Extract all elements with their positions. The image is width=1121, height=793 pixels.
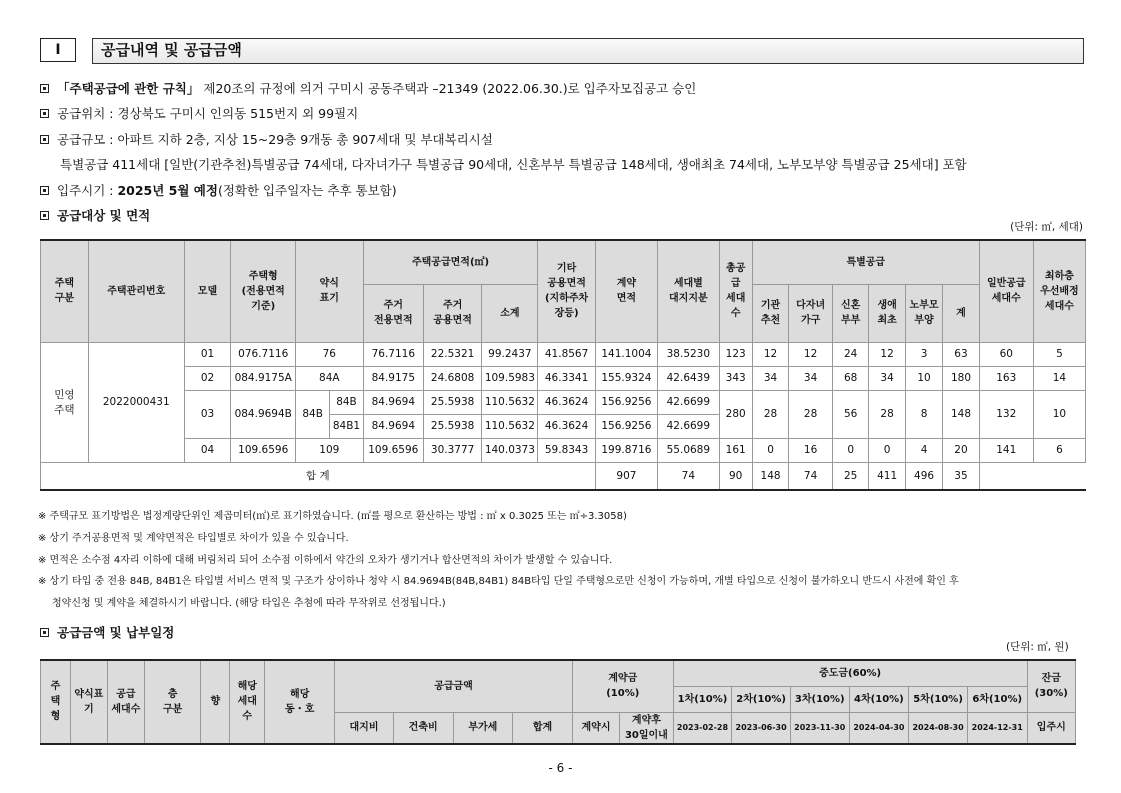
cell: 161 xyxy=(719,438,752,462)
th-mid-5: 5차(10%) xyxy=(909,686,968,712)
cell: 90 xyxy=(719,462,752,490)
th-floor: 층 구분 xyxy=(144,660,201,744)
th-sum: 합계 xyxy=(513,712,573,744)
cell: 12 xyxy=(869,342,905,366)
cell: 10 xyxy=(905,366,942,390)
cell: 30.3777 xyxy=(423,438,481,462)
th-direction: 향 xyxy=(201,660,230,744)
bullet-square-icon xyxy=(40,628,49,637)
cell: 0 xyxy=(869,438,905,462)
cell: 148 xyxy=(943,390,979,438)
cell: 109 xyxy=(295,438,363,462)
cell: 141.1004 xyxy=(595,342,657,366)
cell: 04 xyxy=(184,438,231,462)
price-heading: 공급금액 및 납부일정 xyxy=(40,623,174,641)
cell: 110.5632 xyxy=(482,414,538,438)
cell: 46.3341 xyxy=(538,366,595,390)
cell: 8 xyxy=(905,390,942,438)
th-other-area: 기타 공용면적 (지하주차 장등) xyxy=(538,240,595,342)
cell: 496 xyxy=(905,462,942,490)
bullet-scale: 공급규모 : 아파트 지하 2층, 지상 15~29층 9개동 총 907세대 및 부대복리시설 xyxy=(40,130,493,148)
cell: 84.9175 xyxy=(363,366,423,390)
cell: 84B xyxy=(295,390,329,438)
th-house: 주 택 형 xyxy=(41,660,71,744)
section-title: 공급내역 및 공급금액 xyxy=(92,38,1084,64)
cell: 76 xyxy=(295,342,363,366)
section-number: I xyxy=(40,38,76,62)
th-date-4: 2024-04-30 xyxy=(849,712,909,744)
cell: 343 xyxy=(719,366,752,390)
mgmt-no-cell: 2022000431 xyxy=(88,342,184,462)
note-1: ※ 주택규모 표기방법은 법정계량단위인 제곱미터(㎡)로 표기하였습니다. (㎡를 평으로 환산하는 방법 : ㎡ x 0.3025 또는 ㎡÷3.3058) xyxy=(38,511,627,522)
th-balance: 잔금 (30%) xyxy=(1027,660,1075,712)
bullet-square-icon xyxy=(40,211,49,220)
th-price: 공급금액 xyxy=(335,660,573,712)
cell: 280 xyxy=(719,390,752,438)
cell: 35 xyxy=(943,462,979,490)
cell: 163 xyxy=(979,366,1033,390)
cell: 56 xyxy=(832,390,868,438)
th-bal-at: 입주시 xyxy=(1027,712,1075,744)
cell: 22.5321 xyxy=(423,342,481,366)
th-contract-area: 계약 면적 xyxy=(595,240,657,342)
cell: 10 xyxy=(1033,390,1085,438)
bullet-rule: 「주택공급에 관한 규칙」 제20조의 규정에 의거 구미시 공동주택과 –21349 (2022.06.30.)로 입주자모집공고 승인 xyxy=(40,79,696,97)
th-date-6: 2024-12-31 xyxy=(967,712,1027,744)
cell: 28 xyxy=(869,390,905,438)
th-mgmt-no: 주택관리번호 xyxy=(88,240,184,342)
cell: 25.5938 xyxy=(423,390,481,414)
cell: 28 xyxy=(789,390,833,438)
table-row xyxy=(41,366,1086,390)
cell: 74 xyxy=(658,462,719,490)
cell: 148 xyxy=(752,462,788,490)
cell: 12 xyxy=(752,342,788,366)
th-abbr2: 약식표 기 xyxy=(70,660,107,744)
th-build-cost: 건축비 xyxy=(393,712,453,744)
cell: 24.6808 xyxy=(423,366,481,390)
th-special: 특별공급 xyxy=(752,240,979,284)
cell: 16 xyxy=(789,438,833,462)
th-count: 해당 세대 수 xyxy=(230,660,265,744)
th-mid-6: 6차(10%) xyxy=(967,686,1027,712)
cell: 14 xyxy=(1033,366,1085,390)
cell: 68 xyxy=(832,366,868,390)
cell: 74 xyxy=(789,462,833,490)
cell: 42.6699 xyxy=(658,390,719,414)
th-sp-sum: 계 xyxy=(943,284,979,342)
cell: 156.9256 xyxy=(595,414,657,438)
th-housing-type: 주택형 (전용면적 기준) xyxy=(231,240,296,342)
cell: 110.5632 xyxy=(482,390,538,414)
cell: 5 xyxy=(1033,342,1085,366)
th-date-1: 2023-02-28 xyxy=(673,712,732,744)
th-dep-at: 계약시 xyxy=(572,712,619,744)
cell: 20 xyxy=(943,438,979,462)
cell: 99.2437 xyxy=(482,342,538,366)
th-general: 일반공급 세대수 xyxy=(979,240,1033,342)
th-abbr: 약식 표기 xyxy=(295,240,363,342)
unit-label-2: (단위: ㎡, 원) xyxy=(1006,641,1069,653)
cell: 03 xyxy=(184,390,231,438)
cell: 42.6439 xyxy=(658,366,719,390)
cell: 84A xyxy=(295,366,363,390)
th-land-cost: 대지비 xyxy=(335,712,394,744)
th-deposit: 계약금 (10%) xyxy=(572,660,673,712)
th-mid-2: 2차(10%) xyxy=(732,686,791,712)
th-date-5: 2024-08-30 xyxy=(909,712,968,744)
cell: 46.3624 xyxy=(538,414,595,438)
cell: 34 xyxy=(752,366,788,390)
th-land-share: 세대별 대지지분 xyxy=(658,240,719,342)
table-row xyxy=(41,438,1086,462)
cell: 140.0373 xyxy=(482,438,538,462)
cell: 156.9256 xyxy=(595,390,657,414)
bullet-square-icon xyxy=(40,109,49,118)
cell: 42.6699 xyxy=(658,414,719,438)
cell: 01 xyxy=(184,342,231,366)
cell: 84B xyxy=(330,390,363,414)
bullet-square-icon xyxy=(40,84,49,93)
cell: 25.5938 xyxy=(423,414,481,438)
cell: 132 xyxy=(979,390,1033,438)
bullet-square-icon xyxy=(40,135,49,144)
th-sp-first: 생애 최초 xyxy=(869,284,905,342)
cell: 4 xyxy=(905,438,942,462)
th-mid-3: 3차(10%) xyxy=(790,686,849,712)
table-row xyxy=(41,390,1086,414)
cell: 59.8343 xyxy=(538,438,595,462)
sum-label: 합 계 xyxy=(41,462,596,490)
th-subtotal: 소계 xyxy=(482,284,538,342)
cell: 02 xyxy=(184,366,231,390)
th-mid: 중도금(60%) xyxy=(673,660,1027,686)
bullet-location: 공급위치 : 경상북도 구미시 인의동 515번지 외 99필지 xyxy=(40,104,358,122)
cell: 199.8716 xyxy=(595,438,657,462)
cell: 076.7116 xyxy=(231,342,296,366)
th-sp-multi: 다자녀 가구 xyxy=(789,284,833,342)
th-supply-area: 주택공급면적(㎡) xyxy=(363,240,538,284)
cell: 0 xyxy=(752,438,788,462)
page-number: - 6 - xyxy=(548,761,573,775)
scale-detail: 특별공급 411세대 [일반(기관추천)특별공급 74세대, 다자녀가구 특별공급 90세대, 신혼부부 특별공급 148세대, 생애최초 74세대, 노부모부양 특별공급 25세대] 포함 xyxy=(60,157,967,172)
th-sp-elder: 노부모 부양 xyxy=(905,284,942,342)
th-sp-inst: 기관 추천 xyxy=(752,284,788,342)
cell: 411 xyxy=(869,462,905,490)
th-sp-newly: 신혼 부부 xyxy=(832,284,868,342)
cell: 155.9324 xyxy=(595,366,657,390)
sum-row xyxy=(41,462,1086,490)
bullet-movein: 입주시기 : 2025년 5월 예정(정확한 입주일자는 추후 통보함) xyxy=(40,181,397,199)
th-mid-1: 1차(10%) xyxy=(673,686,732,712)
cell: 141 xyxy=(979,438,1033,462)
table-row xyxy=(41,342,1086,366)
cell: 63 xyxy=(943,342,979,366)
cell: 109.6596 xyxy=(231,438,296,462)
bullet-square-icon xyxy=(40,186,49,195)
note-5: 청약신청 및 계약을 체결하시기 바랍니다. (해당 타입은 추첨에 따라 무작위로 선정됩니다.) xyxy=(52,598,446,609)
cell: 55.0689 xyxy=(658,438,719,462)
cell: 12 xyxy=(789,342,833,366)
target-heading: 공급대상 및 면적 xyxy=(40,206,150,224)
th-dong: 해당 동・호 xyxy=(265,660,335,744)
cell: 109.5983 xyxy=(482,366,538,390)
th-dep-after: 계약후 30일이내 xyxy=(620,712,673,744)
cell: 6 xyxy=(1033,438,1085,462)
th-house-kind: 주택 구분 xyxy=(41,240,89,342)
note-2: ※ 상기 주거공용면적 및 계약면적은 타입별로 차이가 있을 수 있습니다. xyxy=(38,533,349,544)
note-3: ※ 면적은 소수점 4자리 이하에 대해 버림처리 되어 소수점 이하에서 약간의 오차가 생기거나 합산면적의 차이가 발생할 수 있습니다. xyxy=(38,555,613,566)
note-4: ※ 상기 타입 중 전용 84B, 84B1은 타입별 서비스 면적 및 구조가 상이하나 청약 시 84.9694B(84B,84B1) 84B타입 단일 주택형으로만 신청이 가능하며, 개별 타입으로 신청이 불가하오니 반드시 사전에 확인 후 xyxy=(38,576,959,587)
cell: 60 xyxy=(979,342,1033,366)
th-lowfloor: 최하층 우선배정 세대수 xyxy=(1033,240,1085,342)
cell: 3 xyxy=(905,342,942,366)
cell: 123 xyxy=(719,342,752,366)
th-units: 공급 세대수 xyxy=(107,660,144,744)
cell: 084.9175A xyxy=(231,366,296,390)
cell: 84B1 xyxy=(330,414,363,438)
cell: 84.9694 xyxy=(363,414,423,438)
th-total-units: 총공 급 세대 수 xyxy=(719,240,752,342)
cell: 28 xyxy=(752,390,788,438)
cell: 109.6596 xyxy=(363,438,423,462)
cell: 084.9694B xyxy=(231,390,296,438)
cell: 84.9694 xyxy=(363,390,423,414)
th-mid-4: 4차(10%) xyxy=(849,686,909,712)
unit-label-1: (단위: ㎡, 세대) xyxy=(1010,221,1083,233)
cell: 41.8567 xyxy=(538,342,595,366)
th-date-3: 2023-11-30 xyxy=(790,712,849,744)
th-vat: 부가세 xyxy=(453,712,513,744)
cell: 25 xyxy=(832,462,868,490)
cell: 0 xyxy=(832,438,868,462)
cell: 34 xyxy=(789,366,833,390)
cell: 907 xyxy=(595,462,657,490)
cell: 76.7116 xyxy=(363,342,423,366)
cell: 34 xyxy=(869,366,905,390)
supply-area-table xyxy=(40,239,1086,491)
cell: 38.5230 xyxy=(658,342,719,366)
th-model: 모델 xyxy=(184,240,231,342)
th-date-2: 2023-06-30 xyxy=(732,712,791,744)
price-table xyxy=(40,659,1076,745)
th-exclusive: 주거 전용면적 xyxy=(363,284,423,342)
house-kind-cell: 민영 주택 xyxy=(41,342,89,462)
cell: 46.3624 xyxy=(538,390,595,414)
th-common: 주거 공용면적 xyxy=(423,284,481,342)
cell: 24 xyxy=(832,342,868,366)
cell: 180 xyxy=(943,366,979,390)
